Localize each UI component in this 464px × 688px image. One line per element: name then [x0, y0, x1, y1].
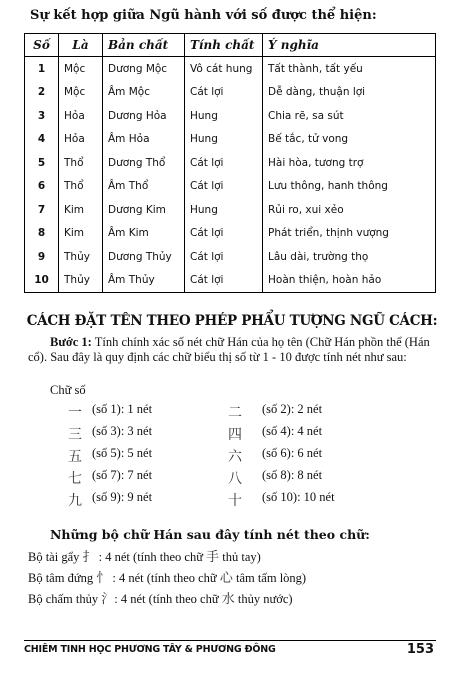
radical-meaning: thủy nước) [234, 592, 293, 606]
numeral-text: (số 1): 1 nét [92, 402, 153, 416]
table-row [25, 245, 436, 269]
step-text: Tính chính xác số nét chữ Hán của họ tên (Chữ Hán phồn thể (Hán cổ). Sau đây là quy định các chữ biểu thị số từ 1 - 10 được tính nét như sau: [28, 335, 430, 364]
numeral-text: (số 9): 9 nét [92, 490, 153, 504]
table-row [25, 128, 436, 152]
cell-so: 10 [25, 269, 59, 293]
numeral-text: (số 8): 8 nét [262, 468, 323, 482]
radical-glyph: 氵 [101, 592, 115, 607]
cell-y-nghia: Lưu thông, hanh thông [263, 175, 436, 199]
numeral-glyph: 二 [228, 405, 242, 421]
numeral-text: (số 6): 6 nét [262, 446, 323, 460]
intro-text: Sự kết hợp giữa Ngũ hành với số được thể hiện: [30, 8, 377, 23]
numeral-glyph: 五 [68, 449, 82, 465]
numeral-row [0, 424, 464, 446]
radical-line [28, 546, 261, 565]
numeral-row [0, 490, 464, 512]
table-row [25, 104, 436, 128]
cell-tinh-chat: Hung [185, 198, 263, 222]
radical-line [28, 567, 306, 586]
cell-la: Hỏa [59, 104, 103, 128]
radicals-subheading: Những bộ chữ Hán sau đây tính nét theo chữ: [50, 527, 370, 542]
cell-ban-chat: Âm Kim [103, 222, 185, 246]
radical-name: Bộ tâm đứng [28, 571, 97, 585]
base-char-glyph: 心 [219, 571, 233, 586]
cell-ban-chat: Âm Thủy [103, 269, 185, 293]
cell-tinh-chat: Hung [185, 104, 263, 128]
cell-la: Thổ [59, 175, 103, 199]
radical-rule: : 4 nét (tính theo chữ [109, 571, 220, 585]
cell-y-nghia: Hài hòa, tương trợ [263, 151, 436, 175]
cell-y-nghia: Phát triển, thịnh vượng [263, 222, 436, 246]
radical-glyph: 忄 [96, 571, 110, 586]
numeral-text: (số 5): 5 nét [92, 446, 153, 460]
cell-so: 2 [25, 81, 59, 105]
table-row [25, 198, 436, 222]
cell-so: 6 [25, 175, 59, 199]
numeral-text: (số 4): 4 nét [262, 424, 323, 438]
cell-la: Kim [59, 198, 103, 222]
numeral-glyph: 七 [68, 471, 82, 487]
cell-so: 1 [25, 57, 59, 81]
chu-so-label: Chữ số [50, 383, 86, 397]
numeral-text: (số 10): 10 nét [262, 490, 335, 504]
header-la: Là [59, 34, 103, 57]
section-heading: CÁCH ĐẶT TÊN THEO PHÉP PHẨU TƯỢNG NGŨ CÁCH: [26, 313, 438, 329]
cell-so: 5 [25, 151, 59, 175]
cell-y-nghia: Bế tắc, tử vong [263, 128, 436, 152]
step-paragraph [28, 335, 440, 365]
cell-tinh-chat: Cát lợi [185, 269, 263, 293]
numeral-glyph: 三 [68, 427, 82, 443]
cell-la: Mộc [59, 57, 103, 81]
base-char-glyph: 手 [206, 550, 220, 565]
cell-so: 8 [25, 222, 59, 246]
table-row [25, 269, 436, 293]
cell-tinh-chat: Cát lợi [185, 81, 263, 105]
cell-y-nghia: Dễ dàng, thuận lợi [263, 81, 436, 105]
numeral-glyph: 九 [68, 493, 82, 509]
table-row [25, 222, 436, 246]
cell-tinh-chat: Cát lợi [185, 245, 263, 269]
numeral-row [0, 468, 464, 490]
cell-y-nghia: Lâu dài, trường thọ [263, 245, 436, 269]
base-char-glyph: 水 [221, 592, 235, 607]
cell-so: 9 [25, 245, 59, 269]
cell-ban-chat: Âm Mộc [103, 81, 185, 105]
cell-la: Kim [59, 222, 103, 246]
radical-name: Bộ tài gẩy [28, 550, 83, 564]
cell-tinh-chat: Vô cát hung [185, 57, 263, 81]
element-number-table [24, 33, 436, 293]
table-row [25, 175, 436, 199]
cell-so: 4 [25, 128, 59, 152]
radical-name: Bộ chấm thủy [28, 592, 102, 606]
header-y-nghia: Ý nghĩa [263, 34, 436, 57]
cell-y-nghia: Chia rẽ, sa sút [263, 104, 436, 128]
numeral-row [0, 446, 464, 468]
cell-ban-chat: Âm Hỏa [103, 128, 185, 152]
cell-ban-chat: Dương Mộc [103, 57, 185, 81]
table-row [25, 151, 436, 175]
footer-rule [24, 640, 436, 641]
cell-tinh-chat: Cát lợi [185, 222, 263, 246]
numeral-glyph: 八 [228, 471, 242, 487]
cell-ban-chat: Âm Thổ [103, 175, 185, 199]
numeral-text: (số 7): 7 nét [92, 468, 153, 482]
cell-la: Hỏa [59, 128, 103, 152]
radical-rule: : 4 nét (tính theo chữ [95, 550, 207, 564]
numeral-row [0, 402, 464, 424]
numeral-glyph: 六 [228, 449, 242, 465]
cell-la: Thổ [59, 151, 103, 175]
cell-y-nghia: Tất thành, tất yếu [263, 57, 436, 81]
cell-so: 7 [25, 198, 59, 222]
radical-meaning: thủ tay) [219, 550, 261, 564]
cell-la: Thủy [59, 269, 103, 293]
cell-ban-chat: Dương Hỏa [103, 104, 185, 128]
table-row [25, 81, 436, 105]
table-row [25, 57, 436, 81]
cell-tinh-chat: Cát lợi [185, 151, 263, 175]
header-ban-chat: Bản chất [103, 34, 185, 57]
radical-rule: : 4 nét (tính theo chữ [114, 592, 222, 606]
cell-y-nghia: Hoàn thiện, hoàn hảo [263, 269, 436, 293]
numeral-text: (số 3): 3 nét [92, 424, 153, 438]
running-footer: CHIÊM TINH HỌC PHƯƠNG TÂY & PHƯƠNG ĐÔNG [24, 644, 276, 655]
header-tinh-chat: Tính chất [185, 34, 263, 57]
cell-ban-chat: Dương Thủy [103, 245, 185, 269]
cell-la: Thủy [59, 245, 103, 269]
radical-glyph: 扌 [82, 550, 96, 565]
cell-tinh-chat: Cát lợi [185, 175, 263, 199]
radical-meaning: tâm tấm lòng) [232, 571, 307, 585]
numeral-glyph: 十 [228, 493, 242, 509]
numeral-glyph: 一 [68, 405, 82, 421]
cell-la: Mộc [59, 81, 103, 105]
page-number: 153 [406, 642, 434, 657]
cell-tinh-chat: Hung [185, 128, 263, 152]
cell-y-nghia: Rủi ro, xui xẻo [263, 198, 436, 222]
cell-ban-chat: Dương Kim [103, 198, 185, 222]
header-so: Số [25, 34, 59, 57]
step-label: Bước 1: [50, 335, 92, 349]
numeral-glyph: 四 [228, 427, 242, 443]
cell-ban-chat: Dương Thổ [103, 151, 185, 175]
radical-line [28, 588, 293, 607]
numeral-text: (số 2): 2 nét [262, 402, 323, 416]
cell-so: 3 [25, 104, 59, 128]
table-header-row [25, 34, 436, 57]
